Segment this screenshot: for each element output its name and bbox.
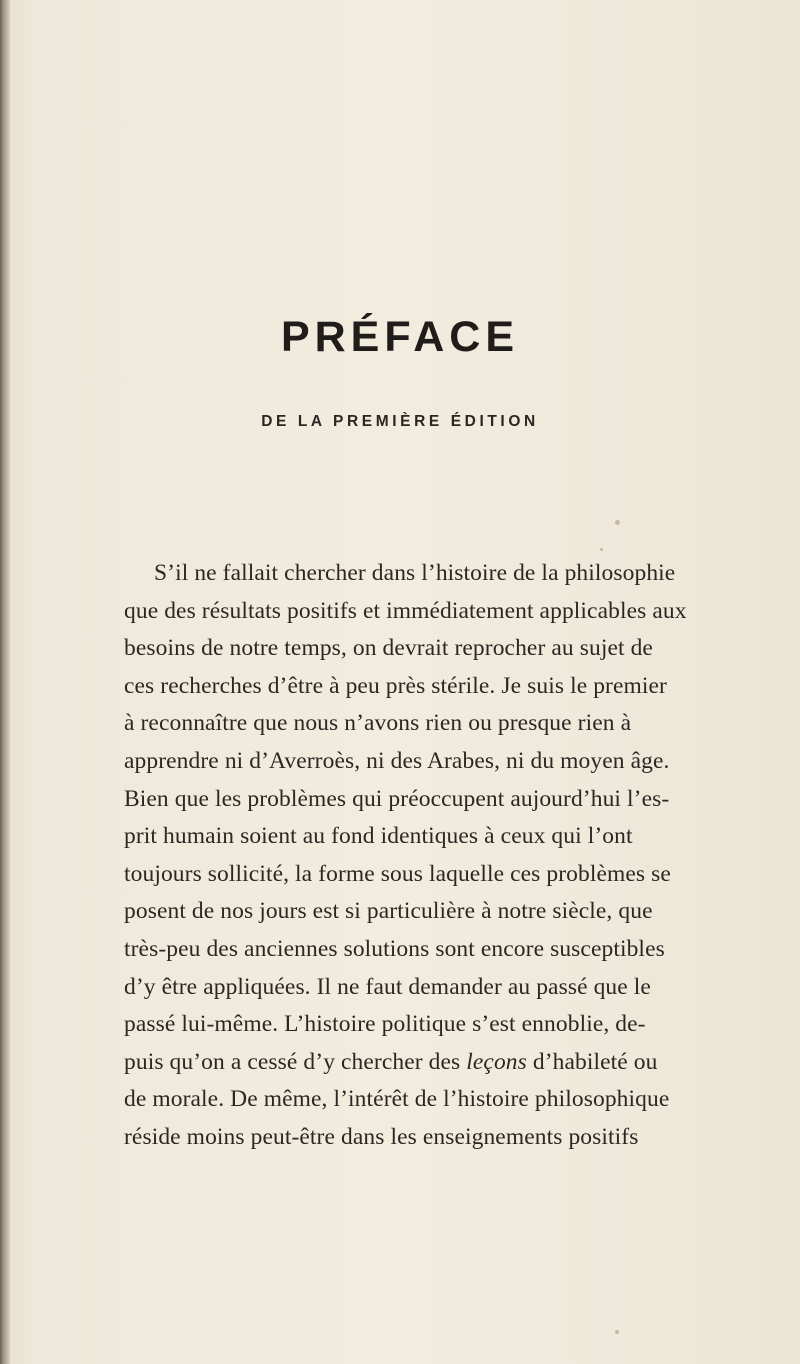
text-line: de morale. De même, l’intérêt de l’histoire philosophique [124,1086,670,1113]
text-run: d’habileté ou [526,1048,658,1075]
text-run: puis qu’on a cessé d’y chercher des [124,1048,467,1075]
preface-body [124,555,794,1157]
text-line: apprendre ni d’Averroès, ni des Arabes, ni du moyen âge. [124,747,670,774]
text-line: à reconnaître que nous n’avons rien ou presque rien à [124,710,632,737]
italic-word: leçons [466,1048,527,1075]
text-line: besoins de notre temps, on devrait reprocher au sujet de [124,635,653,662]
text-line: d’y être appliquées. Il ne faut demander au passé que le [124,973,651,1000]
text-line: Bien que les problèmes qui préoccupent aujourd’hui l’es- [124,785,670,812]
text-line: S’il ne fallait chercher dans l’histoire de la philosophie [154,560,676,586]
text-line: posent de nos jours est si particulière à notre siècle, que [124,898,653,925]
text-line: réside moins peut-être dans les enseignements positifs [124,1123,639,1150]
text-line: toujours sollicité, la forme sous laquelle ces problèmes se [124,860,671,887]
text-line: prit humain soient au fond identiques à ceux qui l’ont [124,823,633,850]
text-line: passé lui-même. L’histoire politique s’est ennoblie, de- [124,1011,646,1038]
preface-subtitle: DE LA PREMIÈRE ÉDITION [261,413,539,430]
preface-title: PRÉFACE [280,313,520,361]
paper-speck [615,1330,619,1334]
page-binding-edge [0,0,10,1364]
paper-speck [600,548,603,551]
paper-speck [615,520,620,525]
text-line: ces recherches d’être à peu près stérile. Je suis le premier [124,672,667,699]
text-line [124,1044,794,1082]
text-line: que des résultats positifs et immédiatement applicables aux [124,597,687,624]
text-line: très-peu des anciennes solutions sont encore susceptibles [124,935,665,962]
